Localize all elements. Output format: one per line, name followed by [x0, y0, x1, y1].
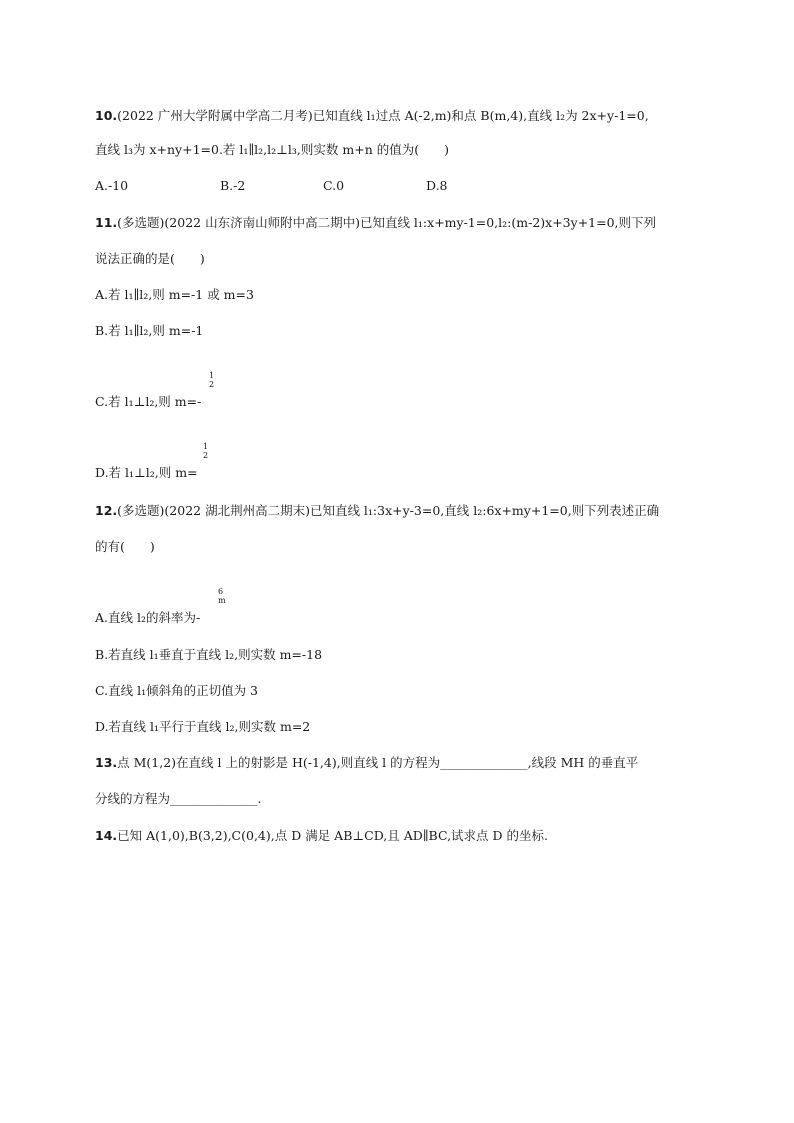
q12-option-a-fraction: 6 m — [218, 587, 226, 605]
q12-option-d: D.若直线 l₁平行于直线 l₂,则实数 m=2 — [95, 719, 311, 734]
q11-option-d-fraction: 1 2 — [203, 442, 209, 460]
question-number: 12. — [95, 503, 118, 518]
document-page — [95, 0, 715, 1123]
q11-line-2: 说法正确的是( ) — [95, 251, 205, 266]
q11-line-1: 11.(多选题)(2022 山东济南山师附中高二期中)已知直线 l₁:x+my-1=0,l₂:(m-2)x+3y+1=0,则下列 — [95, 215, 657, 230]
q10-option-b: B.-2 — [220, 178, 246, 193]
q12-option-c: C.直线 l₁倾斜角的正切值为 3 — [95, 683, 259, 698]
q11-option-b: B.若 l₁∥l₂,则 m=-1 — [95, 323, 204, 338]
q13-line-2: 分线的方程为______________. — [95, 791, 262, 806]
q11-option-c: C.若 l₁⊥l₂,则 m=- — [95, 394, 202, 409]
q11-option-a: A.若 l₁∥l₂,则 m=-1 或 m=3 — [95, 287, 254, 302]
q12-option-a: A.直线 l₂的斜率为- — [95, 610, 201, 625]
q14-line-1: 14.已知 A(1,0),B(3,2),C(0,4),点 D 满足 AB⊥CD,且 AD∥BC,试求点 D 的坐标. — [95, 828, 548, 843]
q13-line-1: 13.点 M(1,2)在直线 l 上的射影是 H(-1,4),则直线 l 的方程为______________,线段 MH 的垂直平 — [95, 755, 639, 770]
question-number: 13. — [95, 755, 118, 770]
q12-option-b: B.若直线 l₁垂直于直线 l₂,则实数 m=-18 — [95, 647, 323, 662]
q11-option-c-fraction: 1 2 — [209, 371, 215, 389]
q12-line-2: 的有( ) — [95, 539, 155, 554]
q10-option-c: C.0 — [323, 178, 345, 193]
question-number: 11. — [95, 215, 118, 230]
question-number: 14. — [95, 828, 118, 843]
q12-line-1: 12.(多选题)(2022 湖北荆州高二期末)已知直线 l₁:3x+y-3=0,直线 l₂:6x+my+1=0,则下列表述正确 — [95, 503, 660, 518]
q10-option-a: A.-10 — [95, 178, 129, 193]
q11-option-d: D.若 l₁⊥l₂,则 m= — [95, 465, 198, 480]
q10-line-1: 10.(2022 广州大学附属中学高二月考)已知直线 l₁过点 A(-2,m)和点 B(m,4),直线 l₂为 2x+y-1=0, — [95, 108, 649, 123]
q10-line-2: 直线 l₃为 x+ny+1=0.若 l₁∥l₂,l₂⊥l₃,则实数 m+n 的值为( ) — [95, 142, 449, 157]
q10-option-d: D.8 — [426, 178, 448, 193]
question-number: 10. — [95, 108, 118, 123]
